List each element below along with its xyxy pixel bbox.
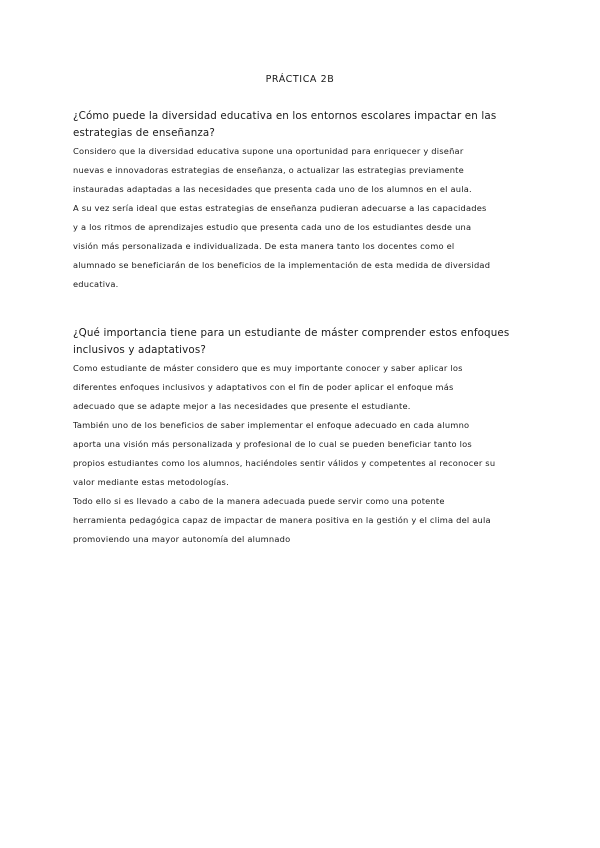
text-line: A su vez sería ideal que estas estrategias de enseñanza pudieran adecuarse a las capacidades bbox=[73, 203, 487, 213]
text-line: Todo ello si es llevado a cabo de la manera adecuada puede servir como una potente bbox=[73, 496, 445, 506]
text-line: Considero que la diversidad educativa supone una oportunidad para enriquecer y diseñar bbox=[73, 146, 464, 156]
question-line: ¿Qué importancia tiene para un estudiante de máster comprender estos enfoques bbox=[73, 327, 510, 339]
text-line: adecuado que se adapte mejor a las necesidades que presente el estudiante. bbox=[73, 401, 411, 411]
text-line: alumnado se beneficiarán de los beneficios de la implementación de esta medida de diversidad bbox=[73, 260, 491, 270]
question-line: inclusivos y adaptativos? bbox=[73, 344, 206, 356]
text-line: diferentes enfoques inclusivos y adaptativos con el fin de poder aplicar el enfoque más bbox=[73, 382, 454, 392]
text-line: Como estudiante de máster considero que es muy importante conocer y saber aplicar los bbox=[73, 363, 463, 373]
question-line: estrategias de enseñanza? bbox=[73, 127, 215, 139]
text-line: instauradas adaptadas a las necesidades que presenta cada uno de los alumnos en el aula. bbox=[73, 184, 472, 194]
question-line: ¿Cómo puede la diversidad educativa en los entornos escolares impactar en las bbox=[73, 110, 497, 122]
text-line: valor mediante estas metodologías. bbox=[73, 477, 229, 487]
text-line: promoviendo una mayor autonomía del alumnado bbox=[73, 534, 291, 544]
text-line: aporta una visión más personalizada y profesional de lo cual se pueden beneficiar tanto los bbox=[73, 439, 472, 449]
text-line: propios estudiantes como los alumnos, haciéndoles sentir válidos y competentes al reconocer su bbox=[73, 458, 496, 468]
text-line: nuevas e innovadoras estrategias de enseñanza, o actualizar las estrategias previamente bbox=[73, 165, 464, 175]
text-line: También uno de los beneficios de saber implementar el enfoque adecuado en cada alumno bbox=[73, 420, 470, 430]
text-line: visión más personalizada e individualizada. De esta manera tanto los docentes como el bbox=[73, 241, 455, 251]
section-2 bbox=[73, 325, 533, 549]
text-line: educativa. bbox=[73, 279, 119, 289]
page-title: PRÁCTICA 2B bbox=[265, 74, 335, 85]
section-1 bbox=[73, 108, 533, 294]
text-line: y a los ritmos de aprendizajes estudio que presenta cada uno de los estudiantes desde una bbox=[73, 222, 472, 232]
text-line: herramienta pedagógica capaz de impactar de manera positiva en la gestión y el clima del aula bbox=[73, 515, 491, 525]
